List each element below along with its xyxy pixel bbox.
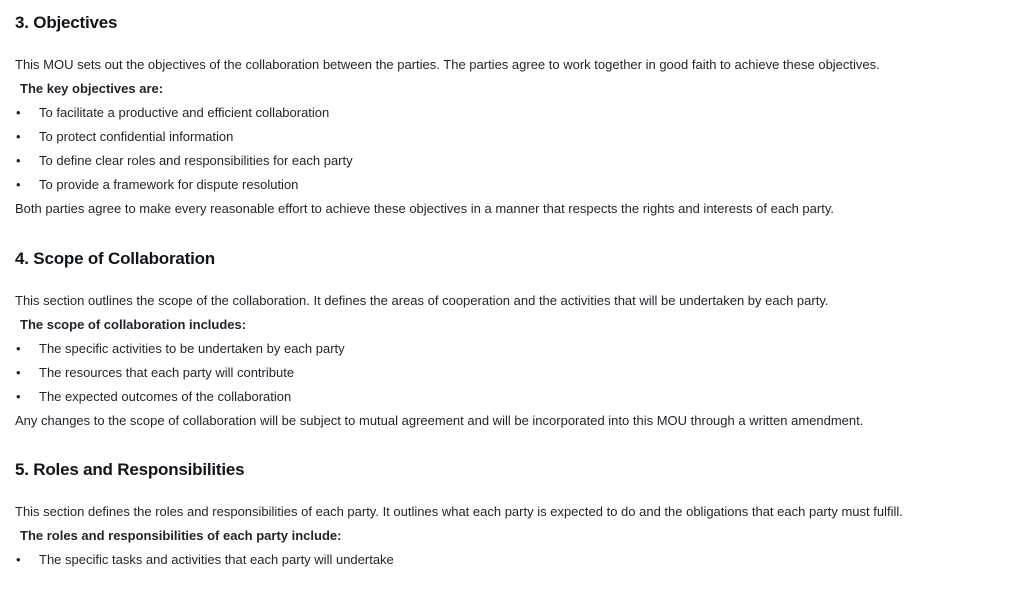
bullet-icon: • — [16, 177, 21, 192]
list-item-text: The specific tasks and activities that each party will undertake — [39, 552, 394, 567]
section-objectives — [15, 12, 984, 218]
bullet-icon: • — [16, 365, 21, 380]
bullet-icon: • — [16, 129, 21, 144]
section-scope — [15, 248, 984, 430]
bullet-icon: • — [16, 105, 21, 120]
section-closing: Both parties agree to make every reasonable effort to achieve these objectives in a manner that respects the rights and interests of each party. — [15, 201, 834, 216]
list-item-text: The expected outcomes of the collaboration — [39, 389, 292, 404]
bullet-icon: • — [16, 153, 21, 168]
list-item-text: The specific activities to be undertaken by each party — [39, 341, 345, 356]
list-item — [15, 388, 984, 406]
section-heading: 3. Objectives — [15, 13, 118, 32]
section-lead: The key objectives are: — [20, 81, 164, 96]
list-item — [15, 340, 984, 358]
list-item — [15, 176, 984, 194]
bullet-icon: • — [16, 341, 21, 356]
list-item-text: The resources that each party will contribute — [39, 365, 295, 380]
bullet-list — [15, 551, 984, 569]
list-item-text: To provide a framework for dispute resolution — [39, 177, 299, 192]
list-item-text: To define clear roles and responsibilities for each party — [39, 153, 353, 168]
section-heading: 4. Scope of Collaboration — [15, 249, 215, 268]
list-item — [15, 104, 984, 122]
bullet-icon: • — [16, 552, 21, 567]
bullet-list — [15, 104, 984, 194]
section-lead: The roles and responsibilities of each party include: — [20, 528, 342, 543]
section-intro: This section outlines the scope of the collaboration. It defines the areas of cooperation and the activities that will be undertaken by each party. — [15, 293, 829, 308]
section-lead: The scope of collaboration includes: — [20, 317, 247, 332]
list-item — [15, 152, 984, 170]
section-closing: Any changes to the scope of collaboration will be subject to mutual agreement and will be incorporated into this MOU through a written amendment. — [15, 413, 864, 428]
list-item — [15, 364, 984, 382]
list-item — [15, 551, 984, 569]
section-intro: This section defines the roles and responsibilities of each party. It outlines what each party is expected to do and the obligations that each party must fulfill. — [15, 504, 903, 519]
list-item-text: To protect confidential information — [39, 129, 234, 144]
section-heading: 5. Roles and Responsibilities — [15, 460, 245, 479]
bullet-icon: • — [16, 389, 21, 404]
section-intro: This MOU sets out the objectives of the collaboration between the parties. The parties agree to work together in good faith to achieve these objectives. — [15, 57, 880, 72]
list-item — [15, 128, 984, 146]
bullet-list — [15, 340, 984, 406]
list-item-text: To facilitate a productive and efficient collaboration — [39, 105, 330, 120]
section-roles — [15, 459, 984, 569]
